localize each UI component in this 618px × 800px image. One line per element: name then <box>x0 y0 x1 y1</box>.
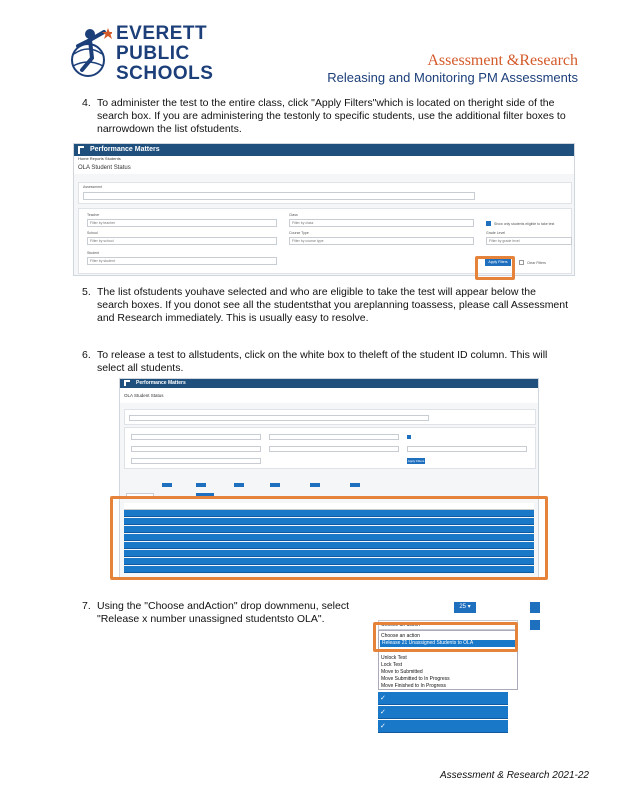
assessment-label: Assessment <box>83 185 103 189</box>
grade-input[interactable]: Filter by grade level <box>486 237 572 245</box>
assessment-select[interactable] <box>83 192 475 200</box>
step-7 <box>82 600 367 640</box>
status-count-button[interactable] <box>270 483 280 487</box>
class-input[interactable] <box>269 434 399 440</box>
teacher-label: Teacher <box>87 213 100 217</box>
header-title: Assessment &Research <box>427 52 578 69</box>
step-number: 6. <box>82 349 91 361</box>
student-input[interactable] <box>131 458 261 464</box>
option-release-unassigned[interactable]: Release 21 Unassigned Students to OLA <box>380 640 516 647</box>
teacher-input[interactable]: Filter by teacher <box>87 219 277 227</box>
filter-panel <box>124 427 536 469</box>
step-4 <box>82 97 570 137</box>
highlight-release-option <box>373 622 518 652</box>
step-text: To release a test to allstudents, click on the white box to theleft of the student ID column. This will select all students. <box>97 349 548 374</box>
course-input[interactable] <box>269 446 399 452</box>
app-menu[interactable]: Home Reports Students <box>74 156 574 162</box>
class-label: Class <box>289 213 298 217</box>
apply-filters-button[interactable]: Apply Filters <box>485 259 511 266</box>
step-number: 5. <box>82 286 91 298</box>
assessment-panel <box>78 182 572 204</box>
step-number: 4. <box>82 97 91 109</box>
step-6 <box>82 349 570 377</box>
check-icon: ✓ <box>380 723 386 730</box>
eligible-label: Show only students eligible to take test <box>494 222 555 226</box>
option-unlock[interactable]: Unlock Test <box>381 655 407 661</box>
class-input[interactable]: Filter by class <box>289 219 474 227</box>
grade-input[interactable] <box>407 446 527 452</box>
course-input[interactable]: Filter by course type <box>289 237 474 245</box>
course-label: Course Type <box>289 231 309 235</box>
logo-text-line1: EVERETT <box>116 23 208 44</box>
status-count-button[interactable] <box>350 483 360 487</box>
footer: Assessment & Research 2021-22 <box>440 770 589 781</box>
logo-text-line2: PUBLIC <box>116 43 190 64</box>
grade-label: Grade Level <box>486 231 506 235</box>
check-icon: ✓ <box>380 695 386 702</box>
app-name: Performance Matters <box>136 380 186 386</box>
logo-mark-icon <box>70 24 112 84</box>
table-row[interactable] <box>378 720 508 733</box>
student-input[interactable]: Filter by student <box>87 257 277 265</box>
edge-button[interactable] <box>530 620 540 630</box>
school-input[interactable] <box>131 446 261 452</box>
district-logo <box>70 22 220 88</box>
app-header-bar <box>120 379 538 388</box>
choose-action-select[interactable]: Choose an action <box>378 620 518 630</box>
edge-button[interactable] <box>530 602 540 613</box>
page-size-select[interactable]: 25 ▾ <box>454 602 476 613</box>
pm-logo-icon <box>124 380 130 386</box>
table-row[interactable] <box>378 706 508 719</box>
clear-checkbox[interactable] <box>519 260 524 265</box>
school-input[interactable]: Filter by school <box>87 237 277 245</box>
step-number: 7. <box>82 600 91 612</box>
table-row[interactable] <box>378 692 508 705</box>
assessment-panel <box>124 409 536 425</box>
school-label: School <box>87 231 98 235</box>
app-header-bar <box>74 144 574 156</box>
clear-label: Clear Filters <box>527 261 546 265</box>
pm-logo-icon <box>78 146 84 154</box>
status-count-button[interactable] <box>162 483 172 487</box>
option-choose[interactable]: Choose an action <box>381 633 420 639</box>
step-text: The list ofstudents youhave selected and who are eligible to take the test will appear below the search boxes. If you donot see all the studentsthat you areplanning toassess, please call Assessment and Research immediately. This is usually easy to resolve. <box>97 286 569 324</box>
assessment-select[interactable] <box>129 415 429 421</box>
eligible-checkbox[interactable] <box>407 435 411 439</box>
option-lock[interactable]: Lock Test <box>381 662 403 668</box>
action-dropdown-screenshot <box>370 598 540 734</box>
option-finished-in-progress[interactable]: Move Finished to In Progress <box>381 683 447 689</box>
step-5 <box>82 286 570 326</box>
option-move-submitted[interactable]: Move to Submitted <box>381 669 423 675</box>
page-title: OLA Student Status <box>120 388 538 403</box>
status-count-button[interactable] <box>310 483 320 487</box>
check-icon: ✓ <box>380 709 386 716</box>
header-subtitle: Releasing and Monitoring PM Assessments <box>327 70 578 85</box>
app-name: Performance Matters <box>90 146 160 153</box>
teacher-input[interactable] <box>131 434 261 440</box>
highlight-apply-filters <box>475 256 515 280</box>
student-label: Student <box>87 251 100 255</box>
step-text: To administer the test to the entire class, click "Apply Filters"which is located on theright side of the search box. If you are administering the testonly to specific students, use the additional filter boxes to narrowdown the list ofstudents. <box>97 97 566 135</box>
apply-filters-button[interactable]: Apply Filters <box>407 459 425 463</box>
status-count-button[interactable] <box>234 483 244 487</box>
option-submitted-in-progress[interactable]: Move Submitted to In Progress <box>381 676 450 682</box>
page-title: OLA Student Status <box>74 162 574 174</box>
logo-text-line3: SCHOOLS <box>116 63 214 84</box>
step-text: Using the "Choose andAction" drop downmenu, select "Release x number unassigned studentsto OLA". <box>97 600 350 625</box>
status-count-button[interactable] <box>196 483 206 487</box>
highlight-student-table <box>110 496 548 580</box>
eligible-checkbox[interactable] <box>486 221 491 226</box>
